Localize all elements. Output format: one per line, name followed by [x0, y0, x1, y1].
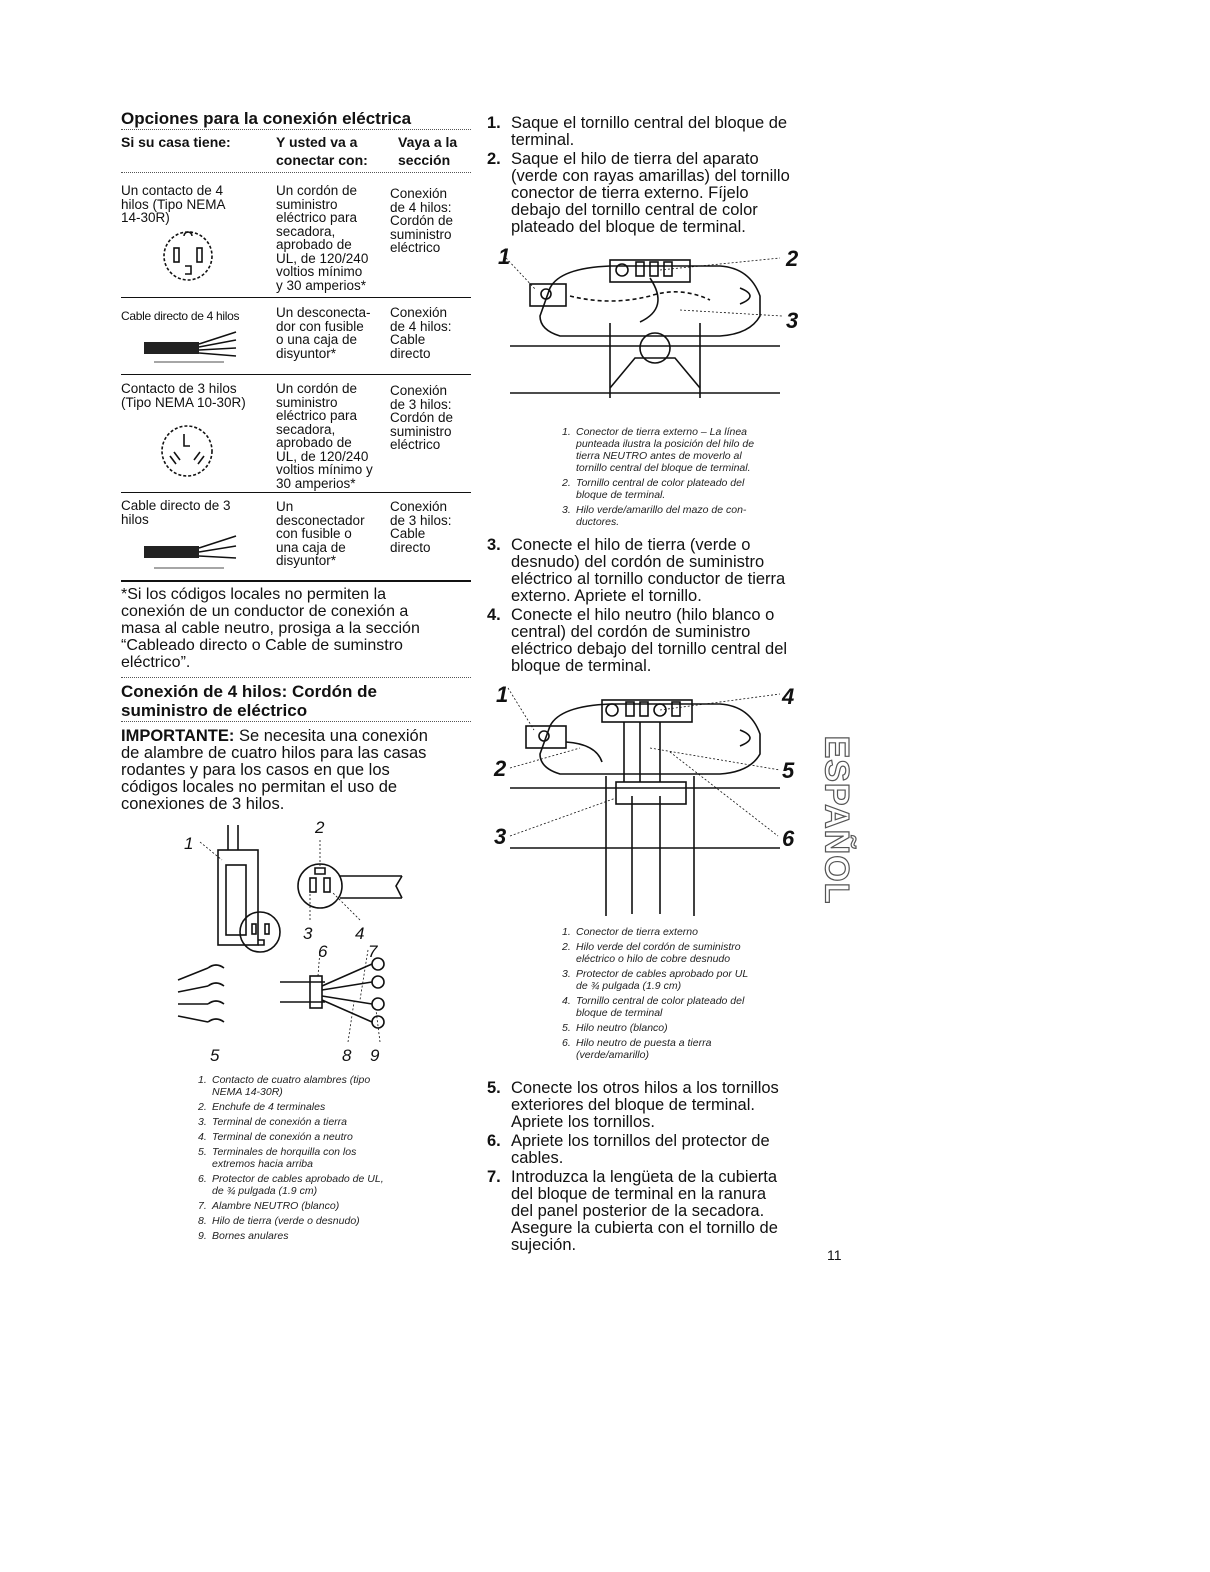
- step-item: 1. Saque el tornillo central del bloque de terminal.: [487, 114, 788, 149]
- table-cell: Conexión de 3 hilos: Cable directo: [390, 499, 452, 555]
- table-cell: Conexión de 4 hilos: Cordón de suministro eléctrico: [390, 186, 454, 255]
- table-header-col3-line1: Vaya a la: [398, 134, 458, 150]
- caption-item: 4. Terminal de conexión a neutro: [198, 1131, 353, 1143]
- language-side-tab: [816, 720, 856, 920]
- figure-label: 2: [315, 818, 325, 837]
- step-item: 3. Conecte el hilo de tierra (verde o desnudo) del cordón de suministro eléctrico al tornillo conductor de tierra externo. Apriete el tornillo.: [487, 536, 786, 605]
- divider: [121, 492, 471, 493]
- step-item: 2. Saque el hilo de tierra del aparato (verde con rayas amarillas) del tornillo conector de tierra externo. Fíjelo debajo del tornillo central de color plateado del bloque de terminal.: [487, 150, 790, 236]
- page-number: 11: [827, 1247, 842, 1263]
- caption-item: 6. Protector de cables aprobado de UL, de ¾ pulgada (1.9 cm): [198, 1173, 384, 1197]
- divider: [121, 129, 471, 130]
- step-item: 5. Conecte los otros hilos a los tornillos exteriores del bloque de terminal. Apriete los tornillos.: [487, 1079, 779, 1131]
- divider: [121, 580, 471, 582]
- table-header-col2-line2: conectar con:: [276, 152, 368, 168]
- fig1-captions: [562, 426, 822, 531]
- figure-label: 1: [184, 834, 194, 853]
- caption-item: 8. Hilo de tierra (verde o desnudo): [198, 1215, 360, 1227]
- options-heading: Opciones para la conexión eléctrica: [121, 109, 412, 128]
- figure-label: 1: [498, 244, 511, 269]
- caption-item: 2. Hilo verde del cordón de suministro eléctrico o hilo de cobre desnudo: [562, 941, 741, 965]
- figure-label: 7: [368, 942, 378, 961]
- divider: [121, 374, 471, 375]
- important-note: [121, 728, 428, 813]
- language-side-tab-label: ESPAÑOL: [817, 735, 856, 905]
- table-cell: Un contacto de 4 hilos (Tipo NEMA 14-30R): [121, 183, 226, 225]
- footnote: *Si los códigos locales no permiten la conexión de un conductor de conexión a masa al cable neutro, prosiga a la sección “Cableado directo o Cable de suminstro eléctrico”.: [121, 586, 420, 671]
- fig2-captions: [562, 926, 822, 1064]
- caption-item: 2. Enchufe de 4 terminales: [198, 1101, 326, 1113]
- figure-label: 3: [303, 924, 313, 943]
- figure-label: 3: [494, 824, 507, 849]
- important-text: Se necesita una conexión de alambre de cuatro hilos para las casas rodantes y para los casos en que los códigos locales no permitan el uso de conexiones de 3 hilos.: [121, 727, 428, 813]
- caption-item: 1. Contacto de cuatro alambres (tipo NEMA 14-30R): [198, 1074, 371, 1098]
- figure-label: 2: [494, 756, 507, 781]
- divider: [121, 172, 471, 173]
- caption-item: 1. Conector de tierra externo: [562, 926, 698, 938]
- caption-item: 3. Terminal de conexión a tierra: [198, 1116, 348, 1128]
- caption-item: 5. Hilo neutro (blanco): [562, 1022, 668, 1034]
- table-header-col2-line1: Y usted va a: [276, 134, 358, 150]
- plug-and-wires-diagram: [170, 820, 420, 1060]
- important-label: IMPORTANTE:: [121, 727, 235, 745]
- caption-item: 1. Conector de tierra externo – La línea punteada ilustra la posición del hilo de tierra NEUTRO antes de moverlo al tornillo central del bloque de terminal.: [562, 426, 755, 474]
- table-cell: Cable directo de 3 hilos: [121, 498, 231, 527]
- caption-item: 7. Alambre NEUTRO (blanco): [198, 1200, 340, 1212]
- figure-label: 8: [342, 1046, 352, 1065]
- figure-label: 1: [496, 682, 509, 707]
- table-cell: Un desconectador con fusible o una caja de disyuntor*: [276, 499, 365, 568]
- caption-item: 3. Protector de cables aprobado por UL de ¾ pulgada (1.9 cm): [562, 968, 749, 992]
- steps-group-b: [487, 537, 827, 675]
- table-cell: Conexión de 4 hilos: Cable directo: [390, 305, 452, 361]
- caption-item: 5. Terminales de horquilla con los extremos hacia arriba: [198, 1146, 357, 1170]
- table-cell: Un cordón de suministro eléctrico para secadora, aprobado de UL, de 120/240 voltios mínimo y 30 amperios*: [276, 183, 369, 293]
- figure-label: 6: [782, 826, 795, 851]
- divider: [121, 677, 471, 678]
- table-header-col3-line2: sección: [398, 152, 451, 168]
- steps-group-c: [487, 1080, 827, 1254]
- steps-group-a: [487, 115, 827, 236]
- terminal-block-diagram-2: [510, 686, 800, 916]
- table-cell: Contacto de 3 hilos (Tipo NEMA 10-30R): [121, 381, 246, 410]
- table-cell: Conexión de 3 hilos: Cordón de suministro eléctrico: [390, 383, 454, 452]
- divider: [121, 297, 471, 298]
- step-item: 6. Apriete los tornillos del protector de cables.: [487, 1132, 770, 1167]
- figure-label: 3: [786, 308, 799, 333]
- section-heading: Conexión de 4 hilos: Cordón de suministro de eléctrico: [121, 682, 377, 720]
- step-item: 7. Introduzca la lengüeta de la cubierta del bloque de terminal en la ranura del panel posterior de la secadora. Asegure la cubierta con el tornillo de sujeción.: [487, 1168, 778, 1254]
- four-wire-cable-icon: [144, 330, 244, 370]
- figure-label: 5: [782, 758, 795, 783]
- table-cell: Cable directo de 4 hilos: [121, 309, 240, 323]
- figure-captions: [198, 1074, 468, 1245]
- caption-item: 3. Hilo verde/amarillo del mazo de con- ductores.: [562, 504, 747, 528]
- caption-item: 2. Tornillo central de color plateado del bloque de terminal.: [562, 477, 745, 501]
- caption-item: 6. Hilo neutro de puesta a tierra (verde/amarillo): [562, 1037, 712, 1061]
- figure-label: 4: [782, 684, 795, 709]
- table-cell: Un desconecta- dor con fusible o una caja de disyuntor*: [276, 305, 371, 361]
- divider: [121, 721, 471, 722]
- terminal-block-diagram-1: [510, 248, 800, 408]
- three-wire-cable-icon: [144, 532, 244, 576]
- step-item: 4. Conecte el hilo neutro (hilo blanco o central) del cordón de suministro eléctrico debajo del tornillo central del bloque de terminal.: [487, 606, 788, 675]
- figure-label: 2: [786, 246, 799, 271]
- caption-item: 4. Tornillo central de color plateado del bloque de terminal: [562, 995, 745, 1019]
- figure-label: 5: [210, 1046, 220, 1065]
- table-header-col1: Si su casa tiene:: [121, 134, 231, 150]
- nema-14-30r-outlet-icon: [158, 226, 218, 286]
- figure-label: 9: [370, 1046, 380, 1065]
- figure-label: 6: [318, 942, 328, 961]
- caption-item: 9. Bornes anulares: [198, 1230, 289, 1242]
- figure-label: 4: [355, 924, 365, 943]
- table-cell: Un cordón de suministro eléctrico para secadora, aprobado de UL, de 120/240 voltios mínimo y 30 amperios*: [276, 381, 373, 491]
- nema-10-30r-outlet-icon: [156, 420, 218, 482]
